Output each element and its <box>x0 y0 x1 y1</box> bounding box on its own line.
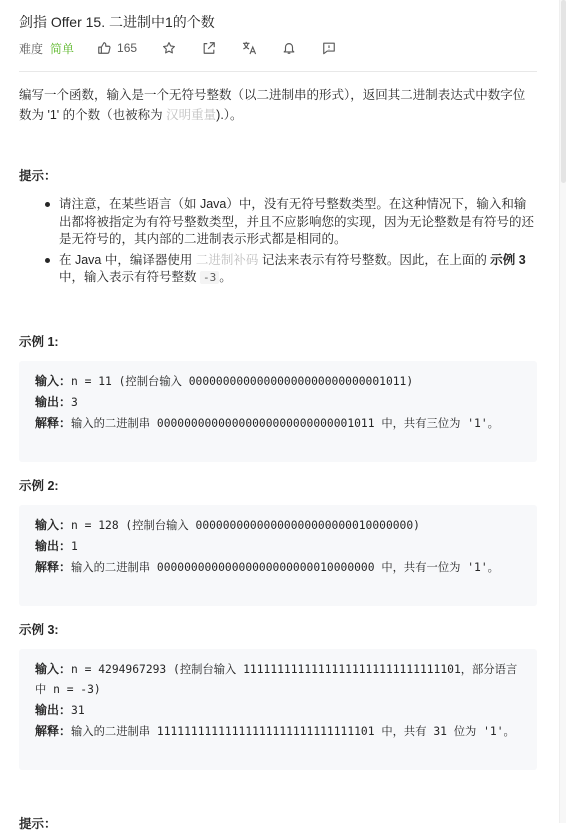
output-label: 输出： <box>35 539 72 553</box>
input-label: 输入： <box>35 374 72 388</box>
input-value: n = 128 (控制台输入 00000000000000000000000010000000) <box>71 519 420 532</box>
share-icon[interactable] <box>202 41 216 55</box>
explain-value: 输入的二进制串 11111111111111111111111111111101 中，共有 31 位为 '1'。 <box>71 725 515 738</box>
description-text-end: ).）。 <box>216 108 243 122</box>
list-item <box>19 196 537 249</box>
problem-description <box>19 85 533 125</box>
hamming-weight-link[interactable]: 汉明重量 <box>166 108 217 122</box>
difficulty-badge: 简单 <box>50 41 75 56</box>
like-button[interactable] <box>97 41 137 55</box>
input-label: 输入： <box>35 518 72 532</box>
example-reference: 示例 3 <box>490 252 526 267</box>
problem-meta-bar <box>19 38 537 58</box>
note-text: 请注意，在某些语言（如 Java）中，没有无符号整数类型。在这种情况下，输入和输出都将被指定为有符号整数类型，并且不应影响您的实现，因为无论整数是有符号的还是无符号的，其内部的二进制表示形式都是相同的。 <box>59 197 535 246</box>
notes-heading: 提示： <box>19 169 57 183</box>
note-text: 记法来表示有符号整数。因此，在上面的 <box>258 252 491 267</box>
example-1-block <box>19 361 537 462</box>
example-output <box>35 392 523 413</box>
example-explanation <box>35 557 523 578</box>
scrollbar-thumb[interactable] <box>561 0 566 183</box>
input-value: n = 11 (控制台输入 00000000000000000000000000001011) <box>71 375 414 388</box>
difficulty-label: 难度 <box>19 41 44 56</box>
input-label: 输入： <box>35 662 72 676</box>
explain-label: 解释： <box>35 416 72 430</box>
example-1-heading: 示例 1: <box>19 335 59 349</box>
like-count: 165 <box>117 41 138 55</box>
example-2-block <box>19 505 537 606</box>
explain-value: 输入的二进制串 00000000000000000000000010000000 中，共有一位为 '1'。 <box>71 561 499 574</box>
explain-value: 输入的二进制串 00000000000000000000000000001011 中，共有三位为 '1'。 <box>71 417 499 430</box>
note-text: 在 Java 中，编译器使用 <box>59 252 196 267</box>
twos-complement-link[interactable]: 二进制补码 <box>195 252 259 267</box>
example-output <box>35 536 523 557</box>
footer-notes-heading: 提示： <box>19 817 57 831</box>
example-explanation <box>35 721 523 742</box>
example-input <box>35 371 523 392</box>
list-item <box>19 252 537 287</box>
output-value: 31 <box>71 704 85 717</box>
bell-icon[interactable] <box>282 41 296 55</box>
explain-label: 解释： <box>35 560 72 574</box>
note-text: 。 <box>219 270 232 284</box>
header-divider <box>19 71 537 72</box>
example-input <box>35 515 523 536</box>
translate-icon[interactable] <box>242 41 256 55</box>
example-explanation <box>35 413 523 434</box>
explain-label: 解释： <box>35 724 72 738</box>
example-output <box>35 700 523 721</box>
example-3-block <box>19 649 537 770</box>
example-3-heading: 示例 3: <box>19 623 59 637</box>
description-text: 编写一个函数，输入是一个无符号整数（以二进制串的形式），返回其二进制表达式中数字位数为 '1' 的个数（也被称为 <box>19 88 526 122</box>
bullet-dot <box>45 202 50 207</box>
star-icon[interactable] <box>162 41 176 55</box>
thumbs-up-icon <box>97 41 117 55</box>
bullet-dot <box>45 258 50 263</box>
example-input <box>35 659 523 700</box>
output-label: 输出： <box>35 703 72 717</box>
note-text: 中，输入表示有符号整数 <box>59 270 200 284</box>
example-2-heading: 示例 2: <box>19 479 59 493</box>
output-value: 3 <box>71 396 78 409</box>
feedback-icon[interactable] <box>322 41 336 55</box>
vertical-scrollbar[interactable] <box>559 0 566 823</box>
output-value: 1 <box>71 540 78 553</box>
inline-code: -3 <box>200 271 219 284</box>
notes-list <box>19 196 537 290</box>
output-label: 输出： <box>35 395 72 409</box>
input-value: n = 4294967293 (控制台输入 11111111111111111111111111111101，部分语言中 n = -3) <box>35 663 518 696</box>
problem-title: 剑指 Offer 15. 二进制中1的个数 <box>19 14 215 30</box>
